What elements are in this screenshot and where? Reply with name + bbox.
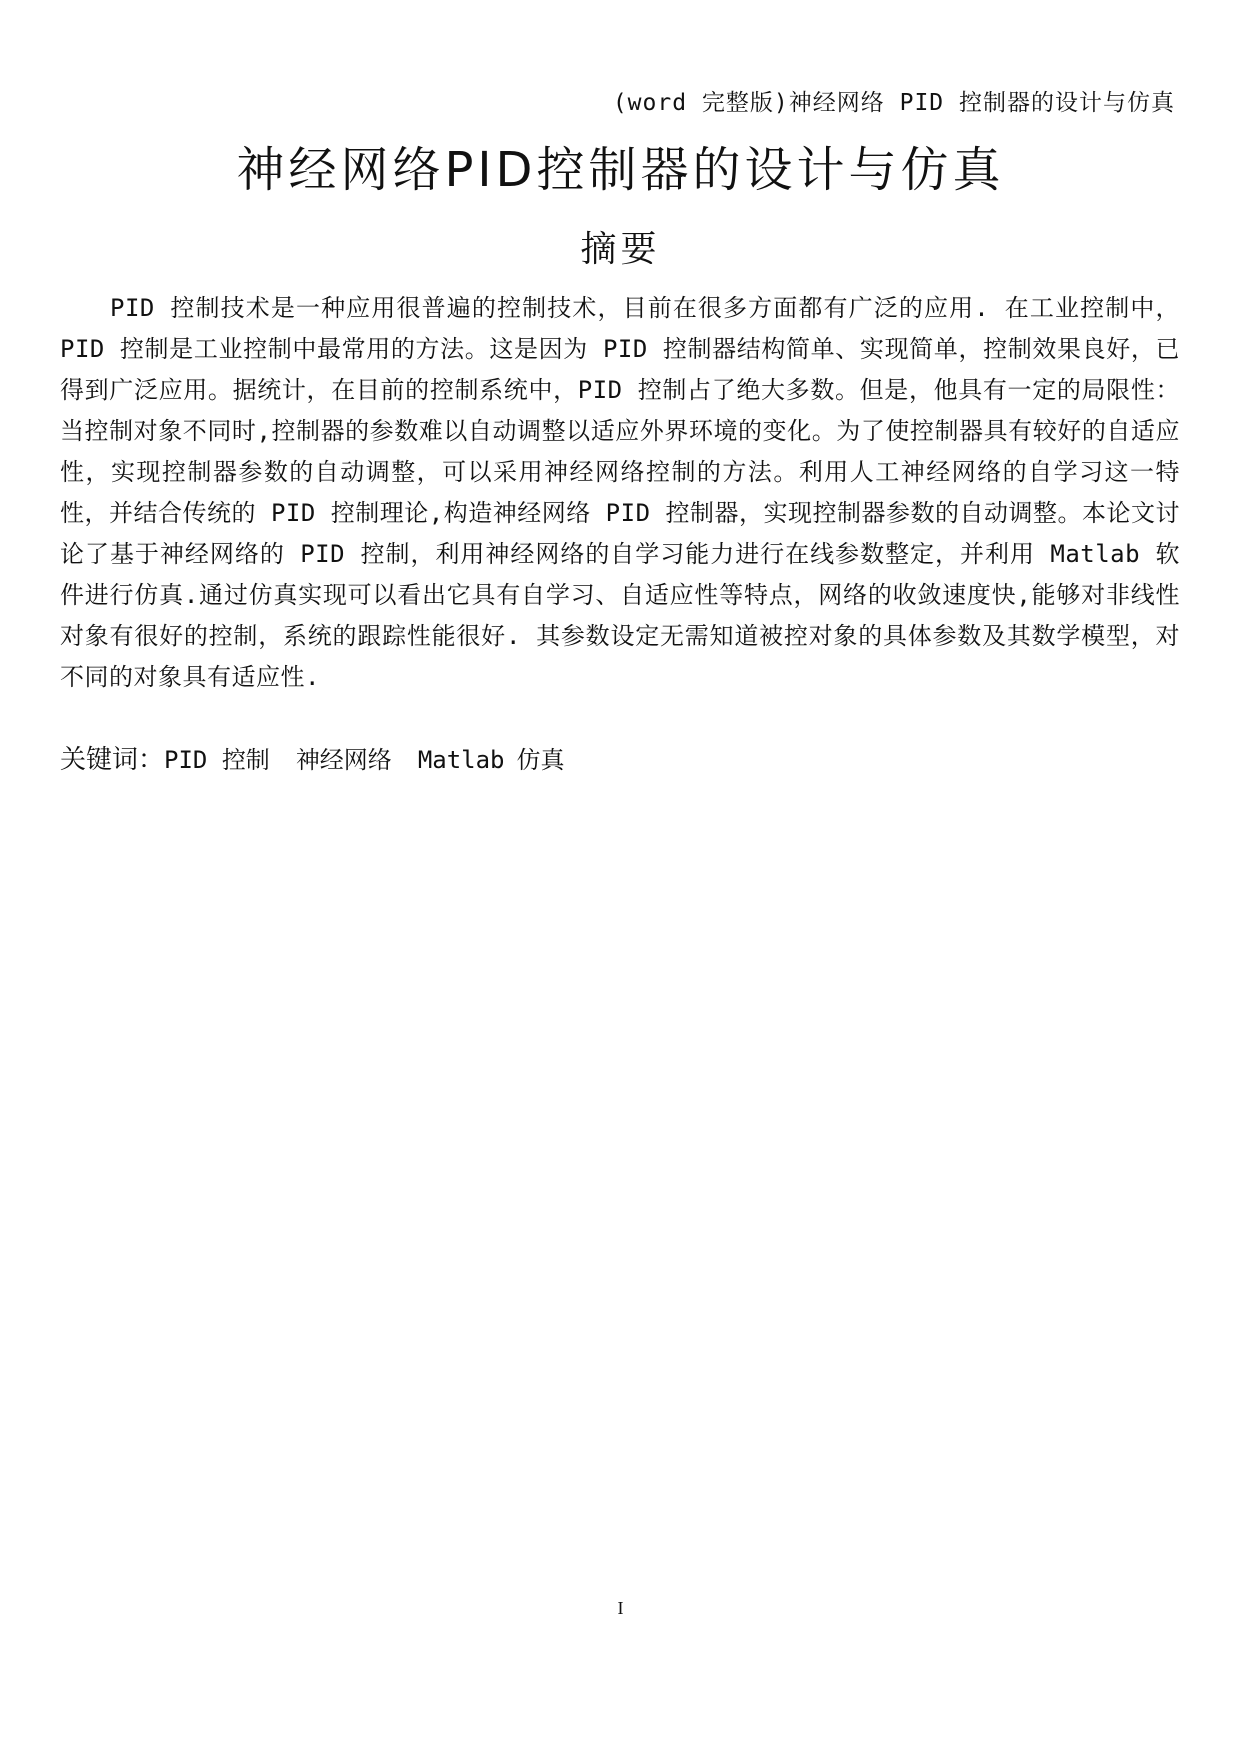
abstract-heading: 摘要 [580, 229, 661, 270]
page-number: I [617, 1598, 624, 1618]
keyword-item: PID 控制 [164, 746, 270, 774]
abstract-paragraph: PID 控制技术是一种应用很普遍的控制技术，目前在很多方面都有广泛的应用. 在工业控制中，PID 控制是工业控制中最常用的方法。这是因为 PID 控制器结构简单、实现简单，控制效果良好，已得到广泛应用。据统计，在目前的控制系统中，PID 控制占了绝大多数。但是，他具有一定的局限性：当控制对象不同时,控制器的参数难以自动调整以适应外界环境的变化。为了使控制器具有较好的自适应性，实现控制器参数的自动调整，可以采用神经网络控制的方法。利用人工神经网络的自学习这一特性，并结合传统的 PID 控制理论,构造神经网络 PID 控制器，实现控制器参数的自动调整。本论文讨论了基于神经网络的 PID 控制，利用神经网络的自学习能力进行在线参数整定，并利用 Matlab 软件进行仿真.通过仿真实现可以看出它具有自学习、自适应性等特点，网络的收敛速度快,能够对非线性对象有很好的控制，系统的跟踪性能很好. 其参数设定无需知道被控对象的具体参数及其数学模型，对不同的对象具有适应性. [60, 294, 1180, 691]
keywords-line [60, 742, 1180, 778]
keywords-label: 关键词： [60, 745, 165, 775]
keyword-item: 神经网络 [295, 746, 392, 774]
keyword-item: Matlab [417, 746, 505, 774]
keyword-item: 仿真 [516, 746, 565, 774]
running-header: (word 完整版)神经网络 PID 控制器的设计与仿真 [612, 90, 1175, 116]
document-title: 神经网络PID控制器的设计与仿真 [236, 142, 1005, 198]
